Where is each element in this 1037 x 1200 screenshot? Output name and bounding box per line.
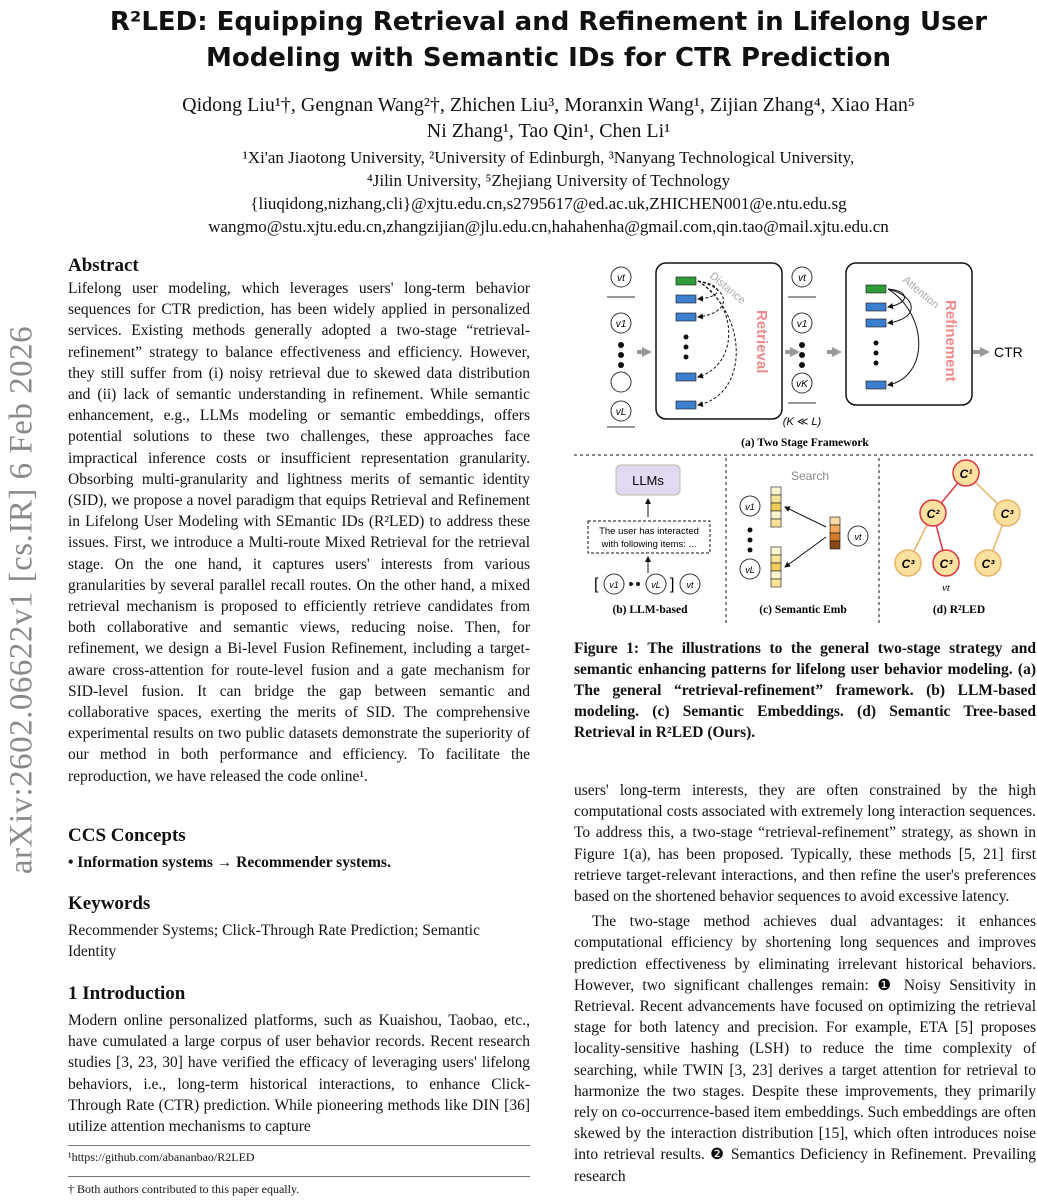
paper-title <box>60 4 1037 76</box>
footnote-link: ¹https://github.com/abananbao/R2LED <box>68 1150 255 1164</box>
svg-text:[: [ <box>594 576 599 593</box>
retrieval-label: Retrieval <box>753 310 770 374</box>
node-c2: C² <box>926 507 940 521</box>
panel-b <box>588 465 710 616</box>
retrieval-box <box>656 263 782 419</box>
arxiv-stamp: arXiv:2602.06622v1 [cs.IR] 6 Feb 2026 <box>3 325 40 875</box>
abstract-heading: Abstract <box>68 255 139 276</box>
refinement-label: Refinement <box>942 300 959 382</box>
ccs-heading: CCS Concepts <box>68 825 186 846</box>
input-sequence-a <box>607 267 635 427</box>
keywords-text: Recommender Systems; Click-Through Rate Prediction; Semantic Identity <box>68 922 480 961</box>
panel-d <box>895 460 1020 616</box>
footnote-rule <box>68 1176 530 1177</box>
ctr-label: CTR <box>994 344 1023 360</box>
keywords-heading: Keywords <box>68 893 151 914</box>
figure-caption: Figure 1: The illustrations to the general two-stage strategy and semantic enhancing patterns for lifelong user behavior modeling. (a) The general “retrieval-refinement” framework. (b) LLM-based modeling. (c) Semantic Embeddings. (d) Semantic Tree-based Retrieval in R²LED (Ours). <box>574 640 1036 741</box>
svg-text:C³: C³ <box>939 557 953 571</box>
svg-text:vt: vt <box>798 273 806 284</box>
email-line: wangmo@stu.xjtu.edu.cn,zhangzijian@jlu.edu.cn,hahahenha@gmail.com,qin.tao@mail.xjtu.edu.cn <box>208 217 889 236</box>
affiliation-line: ¹Xi'an Jiaotong University, ²University of Edinburgh, ³Nanyang Technological University, <box>242 148 855 167</box>
authors <box>60 92 1037 144</box>
svg-text:vL: vL <box>651 580 661 590</box>
authors-line-1: Qidong Liu¹†, Gengnan Wang²†, Zhichen Liu³, Moranxin Wang¹, Zijian Zhang⁴, Xiao Han⁵ <box>182 94 915 116</box>
token-vK: vK <box>796 379 808 390</box>
node-c1: C¹ <box>959 467 973 481</box>
keywords-section <box>68 892 530 962</box>
svg-text:v1: v1 <box>745 502 755 512</box>
intro-heading: 1 Introduction <box>68 983 186 1004</box>
affiliations <box>60 146 1037 238</box>
tree-vt: vt <box>942 582 950 594</box>
svg-text:vL: vL <box>745 565 755 575</box>
panel-c <box>740 469 868 616</box>
footnote-rule <box>68 1145 530 1146</box>
title-line-1: R²LED: Equipping Retrieval and Refinement in Lifelong User <box>109 7 988 37</box>
caption-c: (c) Semantic Emb <box>759 604 847 616</box>
token-vt: vt <box>617 273 625 284</box>
figure-1 <box>574 255 1036 630</box>
paragraph: users' long-term interests, they are often constrained by the high computational costs associated with extremely long interaction sequences. To address this, a two-stage “retrieval-refinement” strategy, as shown in Figure 1(a), has been proposed. Typically, these methods [5, 21] first retrieve target-relevant interactions, and then refine the user's preferences based on the shortened behavior sequences to avoid excessive latency. <box>574 782 1036 906</box>
prompt-line-2: with following items: ... <box>601 539 697 550</box>
token-vL: vL <box>615 407 627 418</box>
svg-text:vt: vt <box>854 532 862 542</box>
ccs-text: • Information systems → Recommender systems. <box>68 854 391 871</box>
svg-text:C³: C³ <box>981 557 995 571</box>
refinement-box <box>846 263 972 405</box>
right-column-text <box>574 780 1036 1187</box>
attention-label: Attention <box>900 274 942 312</box>
k-less-l: (K ≪ L) <box>782 416 822 428</box>
introduction-section <box>68 982 530 1137</box>
token-v1: v1 <box>615 319 627 330</box>
node-c3: C³ <box>1000 507 1014 521</box>
svg-text:v1: v1 <box>609 580 619 590</box>
abstract-text: Lifelong user modeling, which leverages users' long-term behavior sequences for CTR prediction, has been widely applied in personalized services. Existing methods generally adopted a two-stage “retrieval-refinement” strategy to balance effectiveness and efficiency. However, they still suffer from (i) noisy retrieval due to skewed data distribution and (ii) lack of semantic understanding in refinement. While semantic enhancement, e.g., LLMs modeling or semantic embeddings, offers potential solutions to these two challenges, these approaches face impractical inference costs or insufficient representation granularity. Obsorbing multi-granularity and lightness merits of semantic identity (SID), we propose a novel paradigm that equips Retrieval and Refinement in Lifelong User Modeling with SEmantic IDs (R²LED) to address these issues. First, we introduce a Multi-route Mixed Retrieval for the retrieval stage. On the one hand, it captures users' interests from various granularities by several parallel recall routes. On the other hand, a mixed retrieval mechanism is proposed to efficiently retrieve candidates from both collaborative and semantic views, reducing noise. Then, for refinement, we design a Bi-level Fusion Refinement, including a target-aware cross-attention for route-level fusion and a gate mechanism for SID-level fusion. It can bridge the gap between semantic and collaborative spaces, exerting the merits of SID. The comprehensive experimental results on two public datasets demonstrate the superiority of our method in both performance and efficiency. To facilitate the reproduction, we have released the code online¹. <box>68 280 530 785</box>
caption-a: (a) Two Stage Framework <box>741 437 869 449</box>
distance-label: Distance <box>707 270 748 307</box>
svg-text:vt: vt <box>686 580 694 590</box>
authors-line-2: Ni Zhang¹, Tao Qin¹, Chen Li¹ <box>426 120 671 142</box>
svg-text:v1: v1 <box>796 319 808 330</box>
paragraph: The two-stage method achieves dual advantages: it enhances computational efficiency by shortening long sequences and improves prediction effectiveness by eliminating irrelevant historical behaviors. However, two significant challenges remain: ❶ Noisy Sensitivity in Retrieval. Recent advancements have focused on optimizing the retrieval stage for both latency and precision. For example, ETA [5] proposes locality-sensitive hashing (LSH) to reduce the time complexity of searching, while TWIN [3, 23] derives a target attention for retrieval to harmonize the two stages. Despite these improvements, they primarily rely on co-occurrence-based item embeddings. Such embeddings are often skewed by the interaction distribution [15], which often introduces noise into retrieval results. ❷ Semantics Deficiency in Refinement. Prevailing research <box>574 913 1036 1185</box>
svg-text:C³: C³ <box>901 557 915 571</box>
email-line: {liuqidong,nizhang,cli}@xjtu.edu.cn,s2795617@ed.ac.uk,ZHICHEN001@e.ntu.edu.sg <box>250 194 847 213</box>
abstract-section <box>68 254 530 787</box>
search-label: Search <box>790 469 830 483</box>
footnote-equal: † Both authors contributed to this paper equally. <box>68 1182 300 1196</box>
prompt-line-1: The user has interacted <box>599 526 699 537</box>
llms-label: LLMs <box>632 473 664 488</box>
caption-d: (d) R²LED <box>932 604 986 616</box>
retrieved-sequence <box>783 267 822 428</box>
title-line-2: Modeling with Semantic IDs for CTR Prediction <box>205 43 892 73</box>
ccs-section <box>68 824 530 873</box>
affiliation-line: ⁴Jilin University, ⁵Zhejiang University of Technology <box>366 171 731 190</box>
caption-b: (b) LLM-based <box>612 604 688 616</box>
intro-text: Modern online personalized platforms, such as Kuaishou, Taobao, etc., have cumulated a large corpus of user behavior records. Recent research studies [3, 23, 30] have verified the efficacy of leveraging users' lifelong behaviors, i.e., long-term historical interactions, to enhance Click-Through Rate (CTR) prediction. While pioneering methods like DIN [36] utilize attention mechanisms to capture <box>68 1012 530 1136</box>
svg-text:]: ] <box>670 576 675 593</box>
